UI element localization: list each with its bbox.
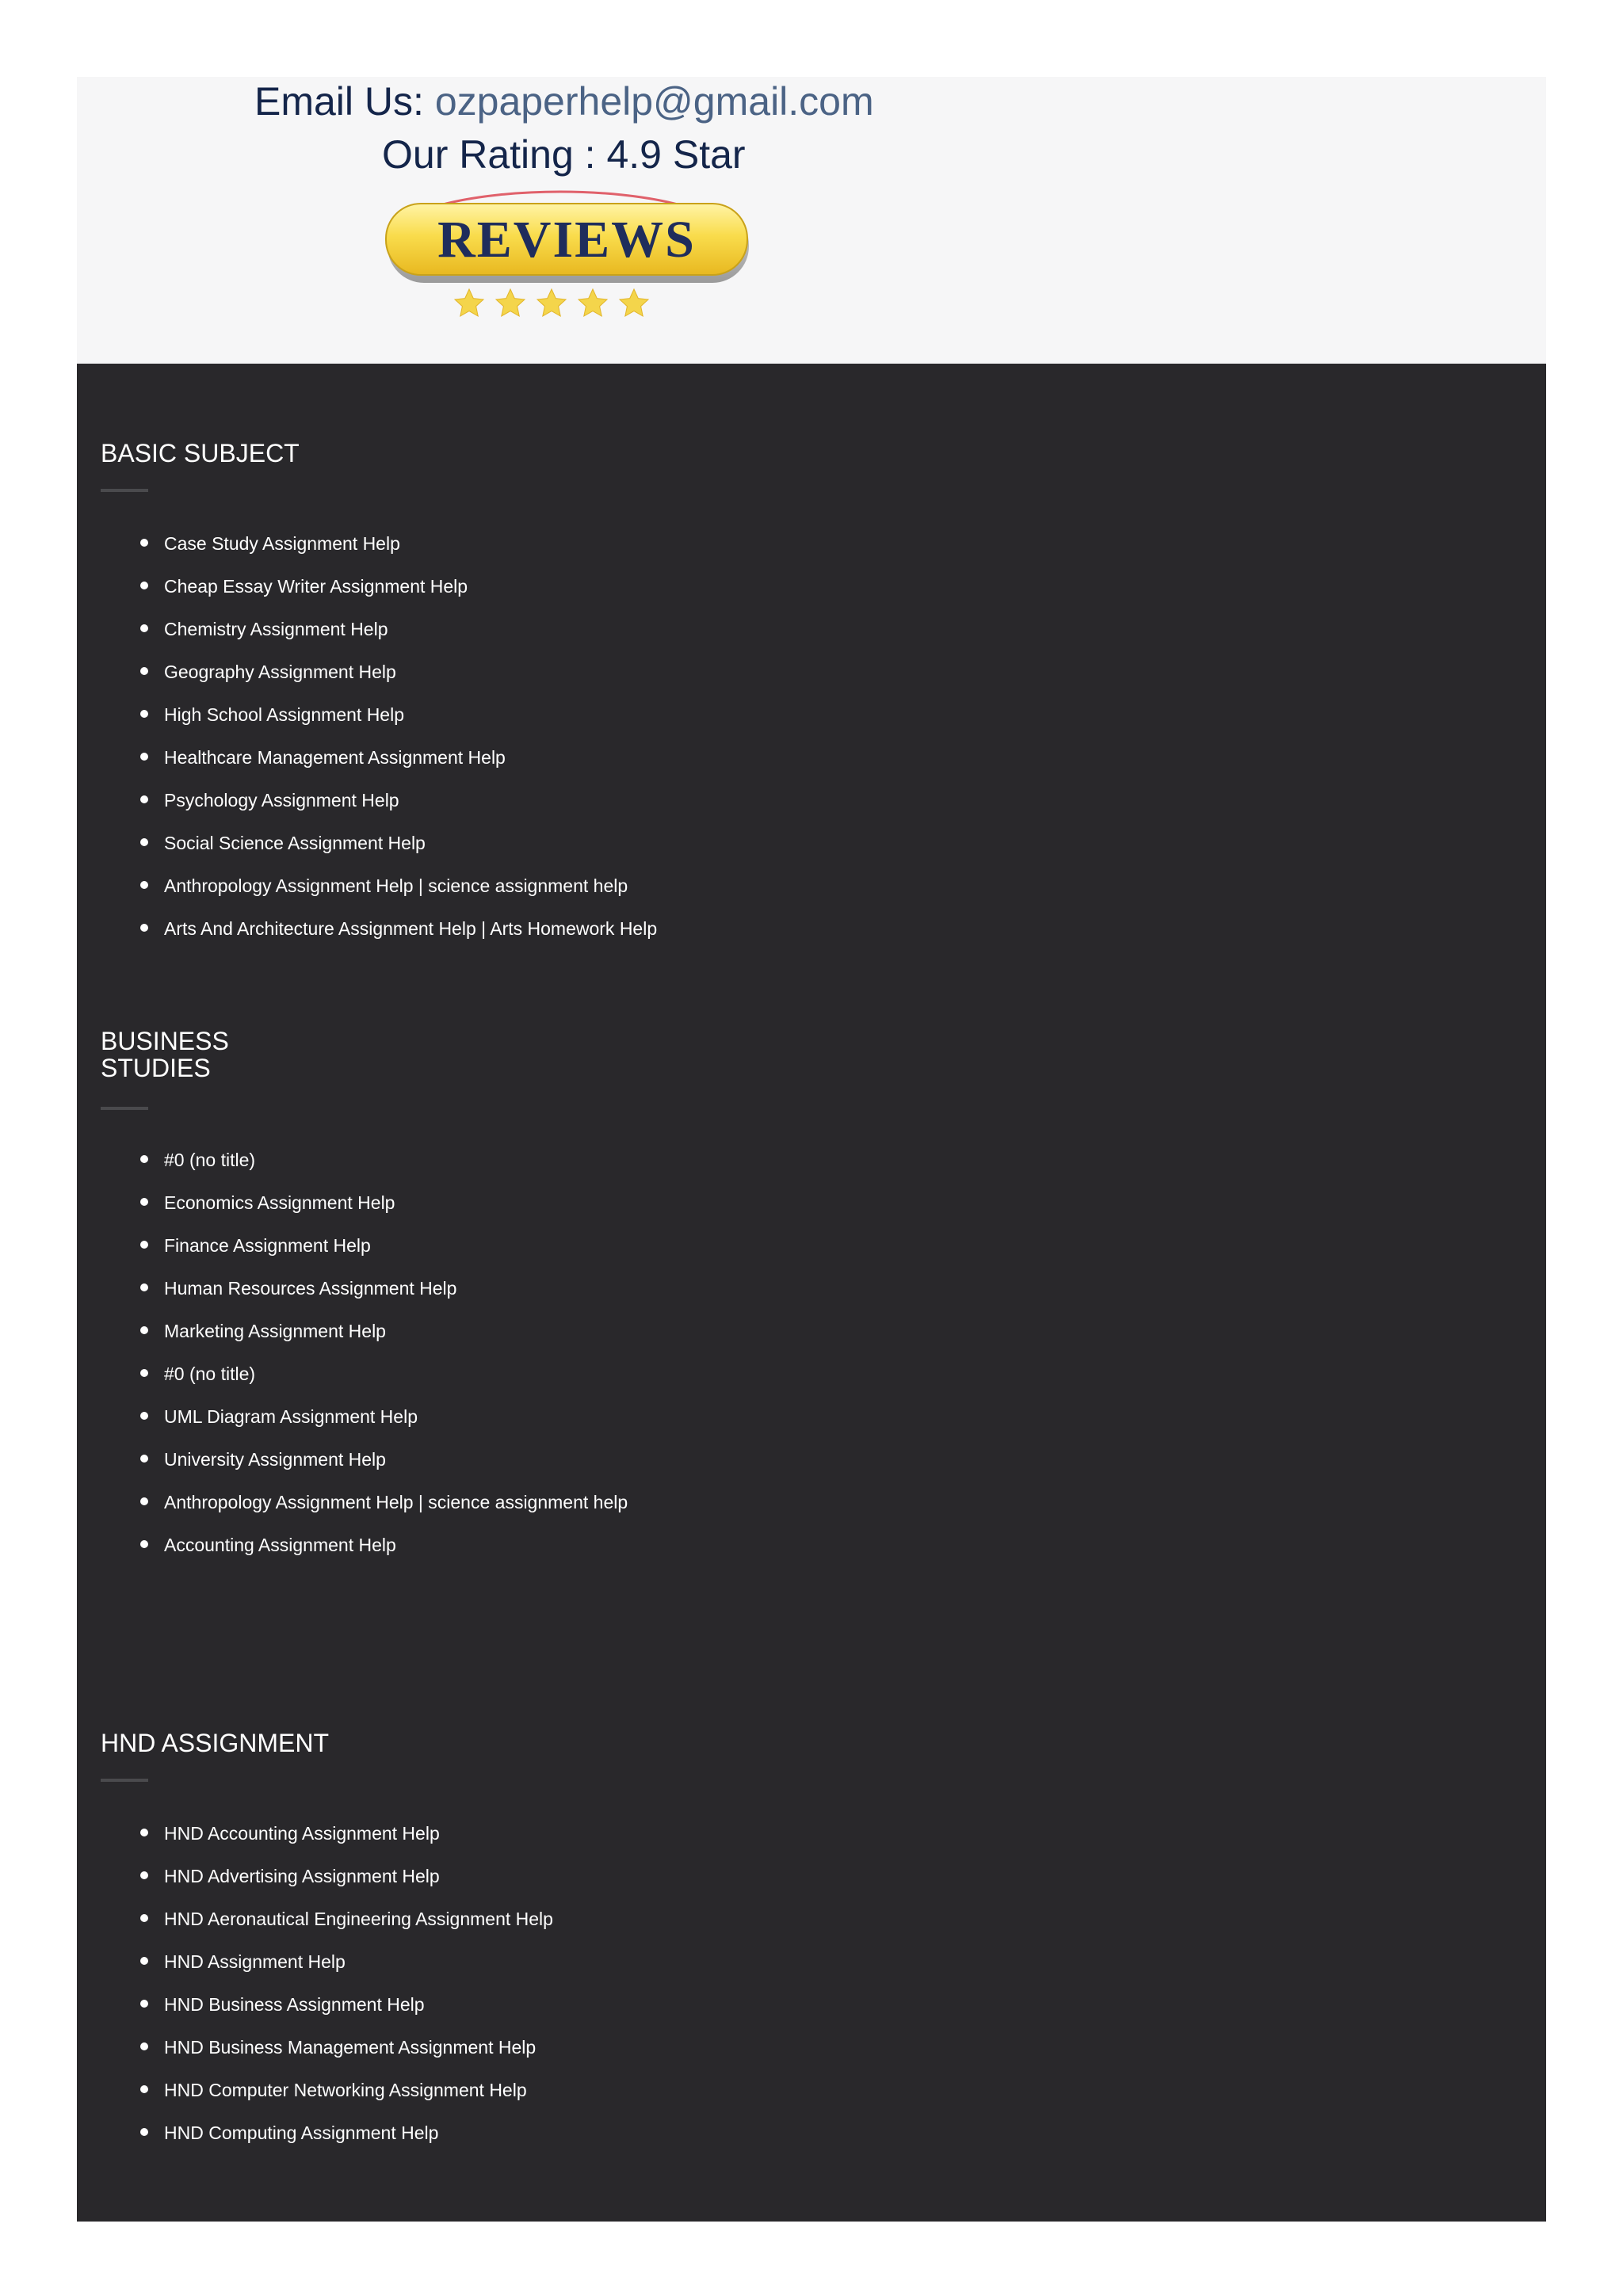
section-title-basic-subject: BASIC SUBJECT [101, 439, 300, 467]
list-item-link[interactable]: Arts And Architecture Assignment Help | Arts Homework Help [164, 918, 658, 939]
list-item-link[interactable]: HND Aeronautical Engineering Assignment Help [164, 1909, 553, 1929]
star-icon [455, 289, 483, 316]
list-item-link[interactable]: Anthropology Assignment Help | science assignment help [164, 1492, 628, 1512]
star-icon [579, 289, 607, 316]
list-item[interactable] [140, 1360, 263, 1387]
list-item-link[interactable]: Finance Assignment Help [164, 1235, 371, 1256]
list-item-link[interactable]: HND Computing Assignment Help [164, 2122, 439, 2143]
email-label: Email Us: [254, 79, 424, 124]
list-item-link[interactable]: #0 (no title) [164, 1150, 256, 1170]
section-divider [101, 1779, 148, 1782]
list-item[interactable] [140, 1403, 457, 1430]
footer-links-panel [77, 364, 1546, 2222]
list-item[interactable] [140, 1232, 655, 1259]
list-item-link[interactable]: Marketing Assignment Help [164, 1321, 386, 1341]
list-item-link[interactable]: University Assignment Help [164, 1449, 386, 1470]
list-item-link[interactable]: HND Assignment Help [164, 1951, 346, 1972]
list-item-link[interactable]: HND Accounting Assignment Help [164, 1823, 440, 1844]
list-item-link[interactable]: Anthropology Assignment Help | science assignment help [164, 875, 628, 896]
list-item[interactable] [140, 616, 655, 643]
list-item-link[interactable]: UML Diagram Assignment Help [164, 1406, 418, 1427]
section-title-business-studies: BUSINESS STUDIES [101, 1027, 229, 1082]
list-item[interactable] [140, 830, 655, 856]
list-item-link[interactable]: HND Business Management Assignment Help [164, 2037, 537, 2058]
hnd-assignment-list [140, 1820, 655, 2146]
list-item[interactable] [140, 787, 655, 814]
star-icon [537, 289, 566, 316]
badge-stars [455, 289, 648, 316]
section-divider [101, 489, 148, 492]
list-item[interactable] [140, 1531, 655, 1558]
list-item-link[interactable]: Cheap Essay Writer Assignment Help [164, 576, 468, 597]
business-studies-list [140, 1146, 655, 1558]
email-link[interactable]: ozpaperhelp@gmail.com [434, 79, 874, 124]
list-item-link[interactable]: HND Computer Networking Assignment Help [164, 2080, 527, 2100]
list-item[interactable] [140, 1275, 497, 1302]
rating-text: Our Rating : 4.9 Star [382, 132, 746, 177]
list-item[interactable] [140, 1991, 655, 2018]
list-item-link[interactable]: Case Study Assignment Help [164, 533, 400, 554]
list-item[interactable] [140, 915, 679, 942]
list-item-link[interactable]: #0 (no title) [164, 1363, 256, 1384]
basic-subject-list [140, 530, 658, 942]
list-item[interactable] [140, 1318, 655, 1344]
badge-text: REVIEWS [437, 211, 696, 269]
list-item[interactable] [140, 1820, 473, 1847]
list-item-link[interactable]: Accounting Assignment Help [164, 1535, 396, 1555]
list-item-link[interactable]: Human Resources Assignment Help [164, 1278, 457, 1299]
section-divider [101, 1107, 148, 1110]
list-item[interactable] [140, 2034, 655, 2061]
list-item-link[interactable]: Economics Assignment Help [164, 1192, 395, 1213]
list-item[interactable] [140, 2119, 655, 2146]
list-item-link[interactable]: Healthcare Management Assignment Help [164, 747, 506, 768]
list-item-link[interactable]: HND Business Assignment Help [164, 1994, 425, 2015]
list-item-link[interactable]: High School Assignment Help [164, 704, 404, 725]
list-item[interactable] [140, 1948, 655, 1975]
list-item-link[interactable]: Psychology Assignment Help [164, 790, 399, 810]
list-item[interactable] [140, 872, 655, 899]
reviews-badge [378, 189, 750, 322]
email-line [254, 77, 874, 126]
list-item[interactable] [140, 2077, 655, 2103]
list-item-link[interactable]: HND Advertising Assignment Help [164, 1866, 440, 1886]
list-item[interactable] [140, 1146, 263, 1173]
contact-panel [77, 77, 1546, 364]
list-item-link[interactable]: Geography Assignment Help [164, 662, 396, 682]
list-item[interactable] [140, 530, 655, 557]
list-item-link[interactable]: Social Science Assignment Help [164, 833, 426, 853]
list-item[interactable] [140, 744, 655, 771]
list-item[interactable] [140, 1863, 473, 1890]
list-item[interactable] [140, 1905, 655, 1932]
section-title-hnd-assignment: HND ASSIGNMENT [101, 1729, 330, 1757]
star-icon [620, 289, 648, 316]
list-item[interactable] [140, 658, 655, 685]
list-item-link[interactable]: Chemistry Assignment Help [164, 619, 388, 639]
list-item[interactable] [140, 1446, 655, 1473]
list-item[interactable] [140, 573, 655, 600]
list-item[interactable] [140, 1489, 655, 1516]
list-item[interactable] [140, 701, 655, 728]
list-item[interactable] [140, 1189, 655, 1216]
page [77, 77, 1546, 2222]
star-icon [496, 289, 525, 316]
